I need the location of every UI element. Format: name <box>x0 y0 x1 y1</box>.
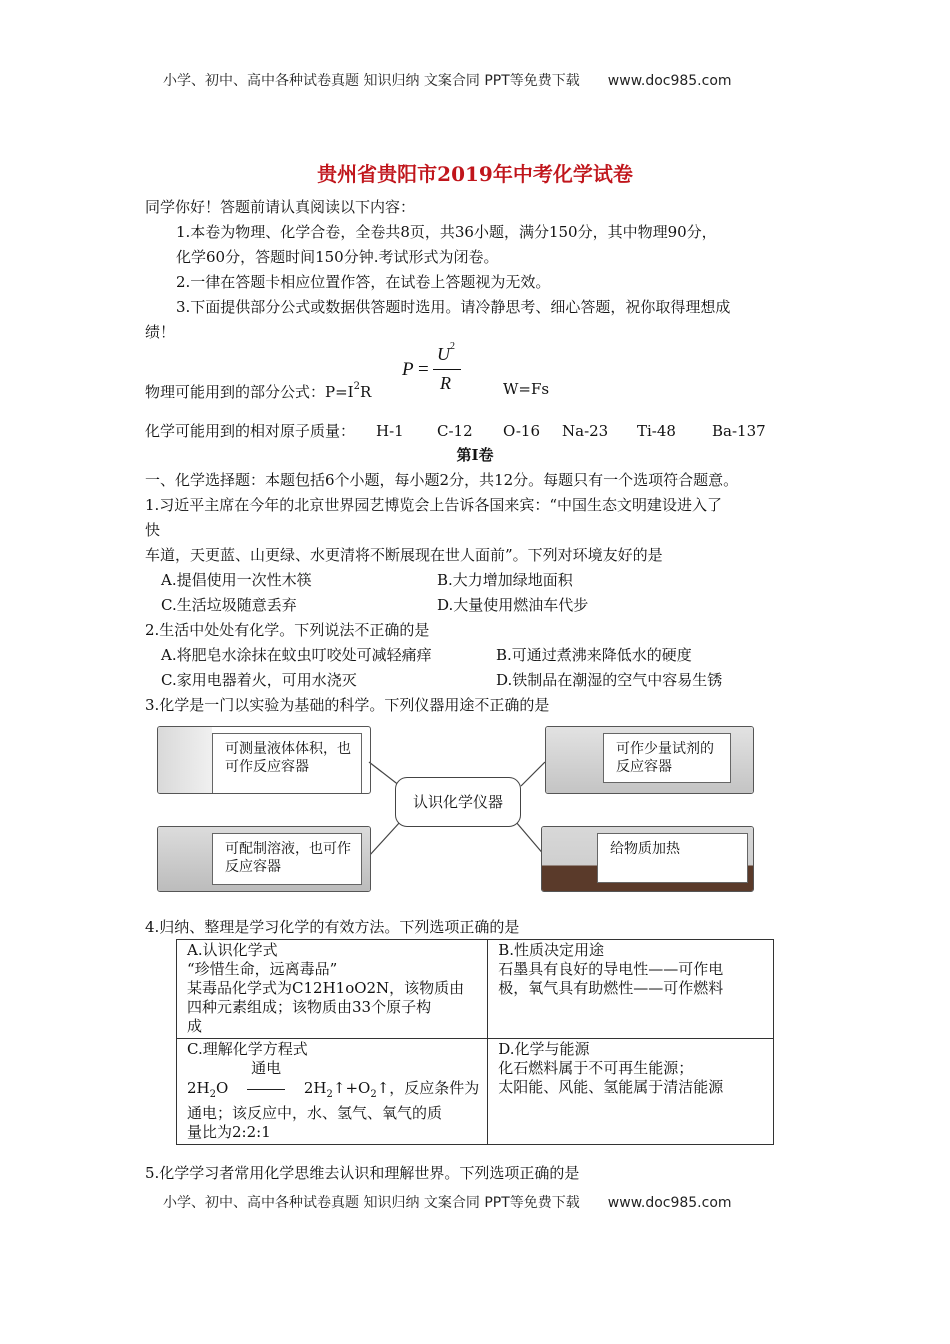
q4-d-line: 太阳能、风能、氢能属于清洁能源 <box>498 1078 724 1096</box>
intro-item3-line2: 绩！ <box>145 323 176 341</box>
q3-card-top-right[interactable] <box>545 726 754 794</box>
formula-power-P: P = <box>402 359 429 380</box>
q5-stem: 5.化学学习者常用化学思维去认识和理解世界。下列选项正确的是 <box>145 1164 580 1182</box>
q4-option-d[interactable] <box>488 1039 774 1145</box>
q4-option-b[interactable] <box>488 940 774 1039</box>
work-formula: W=Fs <box>503 380 550 398</box>
q1-option-d[interactable]: D.大量使用燃油车代步 <box>437 596 589 614</box>
q1-option-c[interactable]: C.生活垃圾随意丢弃 <box>161 596 297 614</box>
q2-option-d[interactable]: D.铁制品在潮湿的空气中容易生锈 <box>496 671 723 689</box>
atomic-mass-o: O-16 <box>503 422 541 440</box>
q3-card-label-4: 给物质加热 <box>597 833 748 883</box>
q4-c-line: 通电；该反应中，水、氢气、氧气的质 <box>187 1104 443 1122</box>
q4-d-line: 化石燃料属于不可再生能源； <box>498 1059 694 1077</box>
q1-stem-line3: 车道，天更蓝、山更绿、水更清将不断展现在世人面前”。下列对环境友好的是 <box>145 546 663 564</box>
intro-item3-line1: 3.下面提供部分公式或数据供答题时选用。请冷静思考、细心答题，祝你取得理想成 <box>176 298 731 316</box>
q4-a-line: 成 <box>187 1017 203 1035</box>
exam-title: 贵州省贵阳市2019年中考化学试卷 <box>317 162 633 186</box>
q4-b-line: 极，氧气具有助燃性——可作燃料 <box>498 979 724 997</box>
atomic-mass-na: Na-23 <box>562 422 609 440</box>
header-site-link[interactable]: www.doc985.com <box>607 73 732 89</box>
q3-card-label-2: 可作少量试剂的反应容器 <box>603 733 731 783</box>
q4-a-line: “珍惜生命，远离毒品” <box>187 960 338 978</box>
q3-card-bottom-right[interactable] <box>541 826 754 892</box>
q4-a-line: 某毒品化学式为C12H1oO2N，该物质由 <box>187 979 465 997</box>
atomic-mass-ti: Ti-48 <box>637 422 676 440</box>
q4-stem: 4.归纳、整理是学习化学的有效方法。下列选项正确的是 <box>145 918 520 936</box>
q4-options-table <box>176 939 774 1145</box>
header-text: 小学、初中、高中各种试卷真题 知识归纳 文案合同 PPT等免费下载 <box>163 73 580 89</box>
q4-b-line: 石墨具有良好的导电性——可作电 <box>498 960 724 978</box>
atomic-mass-ba: Ba-137 <box>712 422 766 440</box>
section-instruction: 一、化学选择题：本题包括6个小题，每小题2分，共12分。每题只有一个选项符合题意。 <box>145 471 739 489</box>
q3-card-label-3: 可配制溶液，也可作反应容器 <box>212 833 362 885</box>
atomic-mass-label: 化学可能用到的相对原子质量： <box>145 422 356 440</box>
q4-option-a[interactable] <box>177 940 488 1039</box>
footer-text: 小学、初中、高中各种试卷真题 知识归纳 文案合同 PPT等免费下载 <box>163 1195 580 1211</box>
q4-c-title: C.理解化学方程式 <box>187 1040 308 1058</box>
q4-option-c[interactable] <box>177 1039 488 1145</box>
q2-option-a[interactable]: A.将肥皂水涂抹在蚊虫叮咬处可减轻痛痒 <box>161 646 432 664</box>
q4-a-title: A.认识化学式 <box>187 941 278 959</box>
atomic-mass-c: C-12 <box>437 422 473 440</box>
page-footer <box>163 1192 732 1212</box>
q2-option-c[interactable]: C.家用电器着火，可用水浇灭 <box>161 671 357 689</box>
q2-option-b[interactable]: B.可通过煮沸来降低水的硬度 <box>496 646 692 664</box>
q3-card-bottom-left[interactable] <box>157 826 371 892</box>
footer-site-link[interactable]: www.doc985.com <box>607 1195 732 1211</box>
q3-card-top-left[interactable] <box>157 726 371 794</box>
q3-stem: 3.化学是一门以实验为基础的科学。下列仪器用途不正确的是 <box>145 696 550 714</box>
physics-formula-line: 物理可能用到的部分公式：$P=I^2R$ <box>145 381 372 401</box>
q2-stem: 2.生活中处处有化学。下列说法不正确的是 <box>145 621 430 639</box>
formula-power-numerator: $U^2$ <box>437 341 455 364</box>
q3-card-label-1: 可测量液体体积，也可作反应容器 <box>212 733 362 794</box>
q4-d-title: D.化学与能源 <box>498 1040 590 1058</box>
q4-c-equation: $2H_2O$ 通电 $2H_2↑+O_2↑$，反应条件为 <box>187 1059 480 1100</box>
q1-stem-line2: 快 <box>145 521 161 539</box>
q3-center-node: 认识化学仪器 <box>395 777 521 827</box>
q4-c-line: 量比为2:2:1 <box>187 1123 271 1141</box>
q1-option-b[interactable]: B.大力增加绿地面积 <box>437 571 573 589</box>
intro-greeting: 同学你好！答题前请认真阅读以下内容： <box>145 198 416 216</box>
section-heading: 第Ⅰ卷 <box>456 446 494 464</box>
q1-stem-line1: 1.习近平主席在今年的北京世界园艺博览会上告诉各国来宾：“中国生态文明建设进入了 <box>145 496 722 514</box>
atomic-mass-h: H-1 <box>376 422 404 440</box>
q1-option-a[interactable]: A.提倡使用一次性木筷 <box>161 571 312 589</box>
q4-a-line: 四种元素组成；该物质由33个原子构 <box>187 998 432 1016</box>
intro-item1-line1: 1.本卷为物理、化学合卷，全卷共8页，共36小题，满分150分，其中物理90分， <box>176 223 717 241</box>
q4-b-title: B.性质决定用途 <box>498 941 605 959</box>
graduated-cylinder-photo <box>158 727 212 793</box>
q4-c-condition: 通电 <box>251 1059 282 1077</box>
intro-item2: 2.一律在答题卡相应位置作答，在试卷上答题视为无效。 <box>176 273 551 291</box>
formula-power-denominator: R <box>440 373 451 393</box>
intro-item1-line2: 化学60分，答题时间150分钟.考试形式为闭卷。 <box>176 248 499 266</box>
